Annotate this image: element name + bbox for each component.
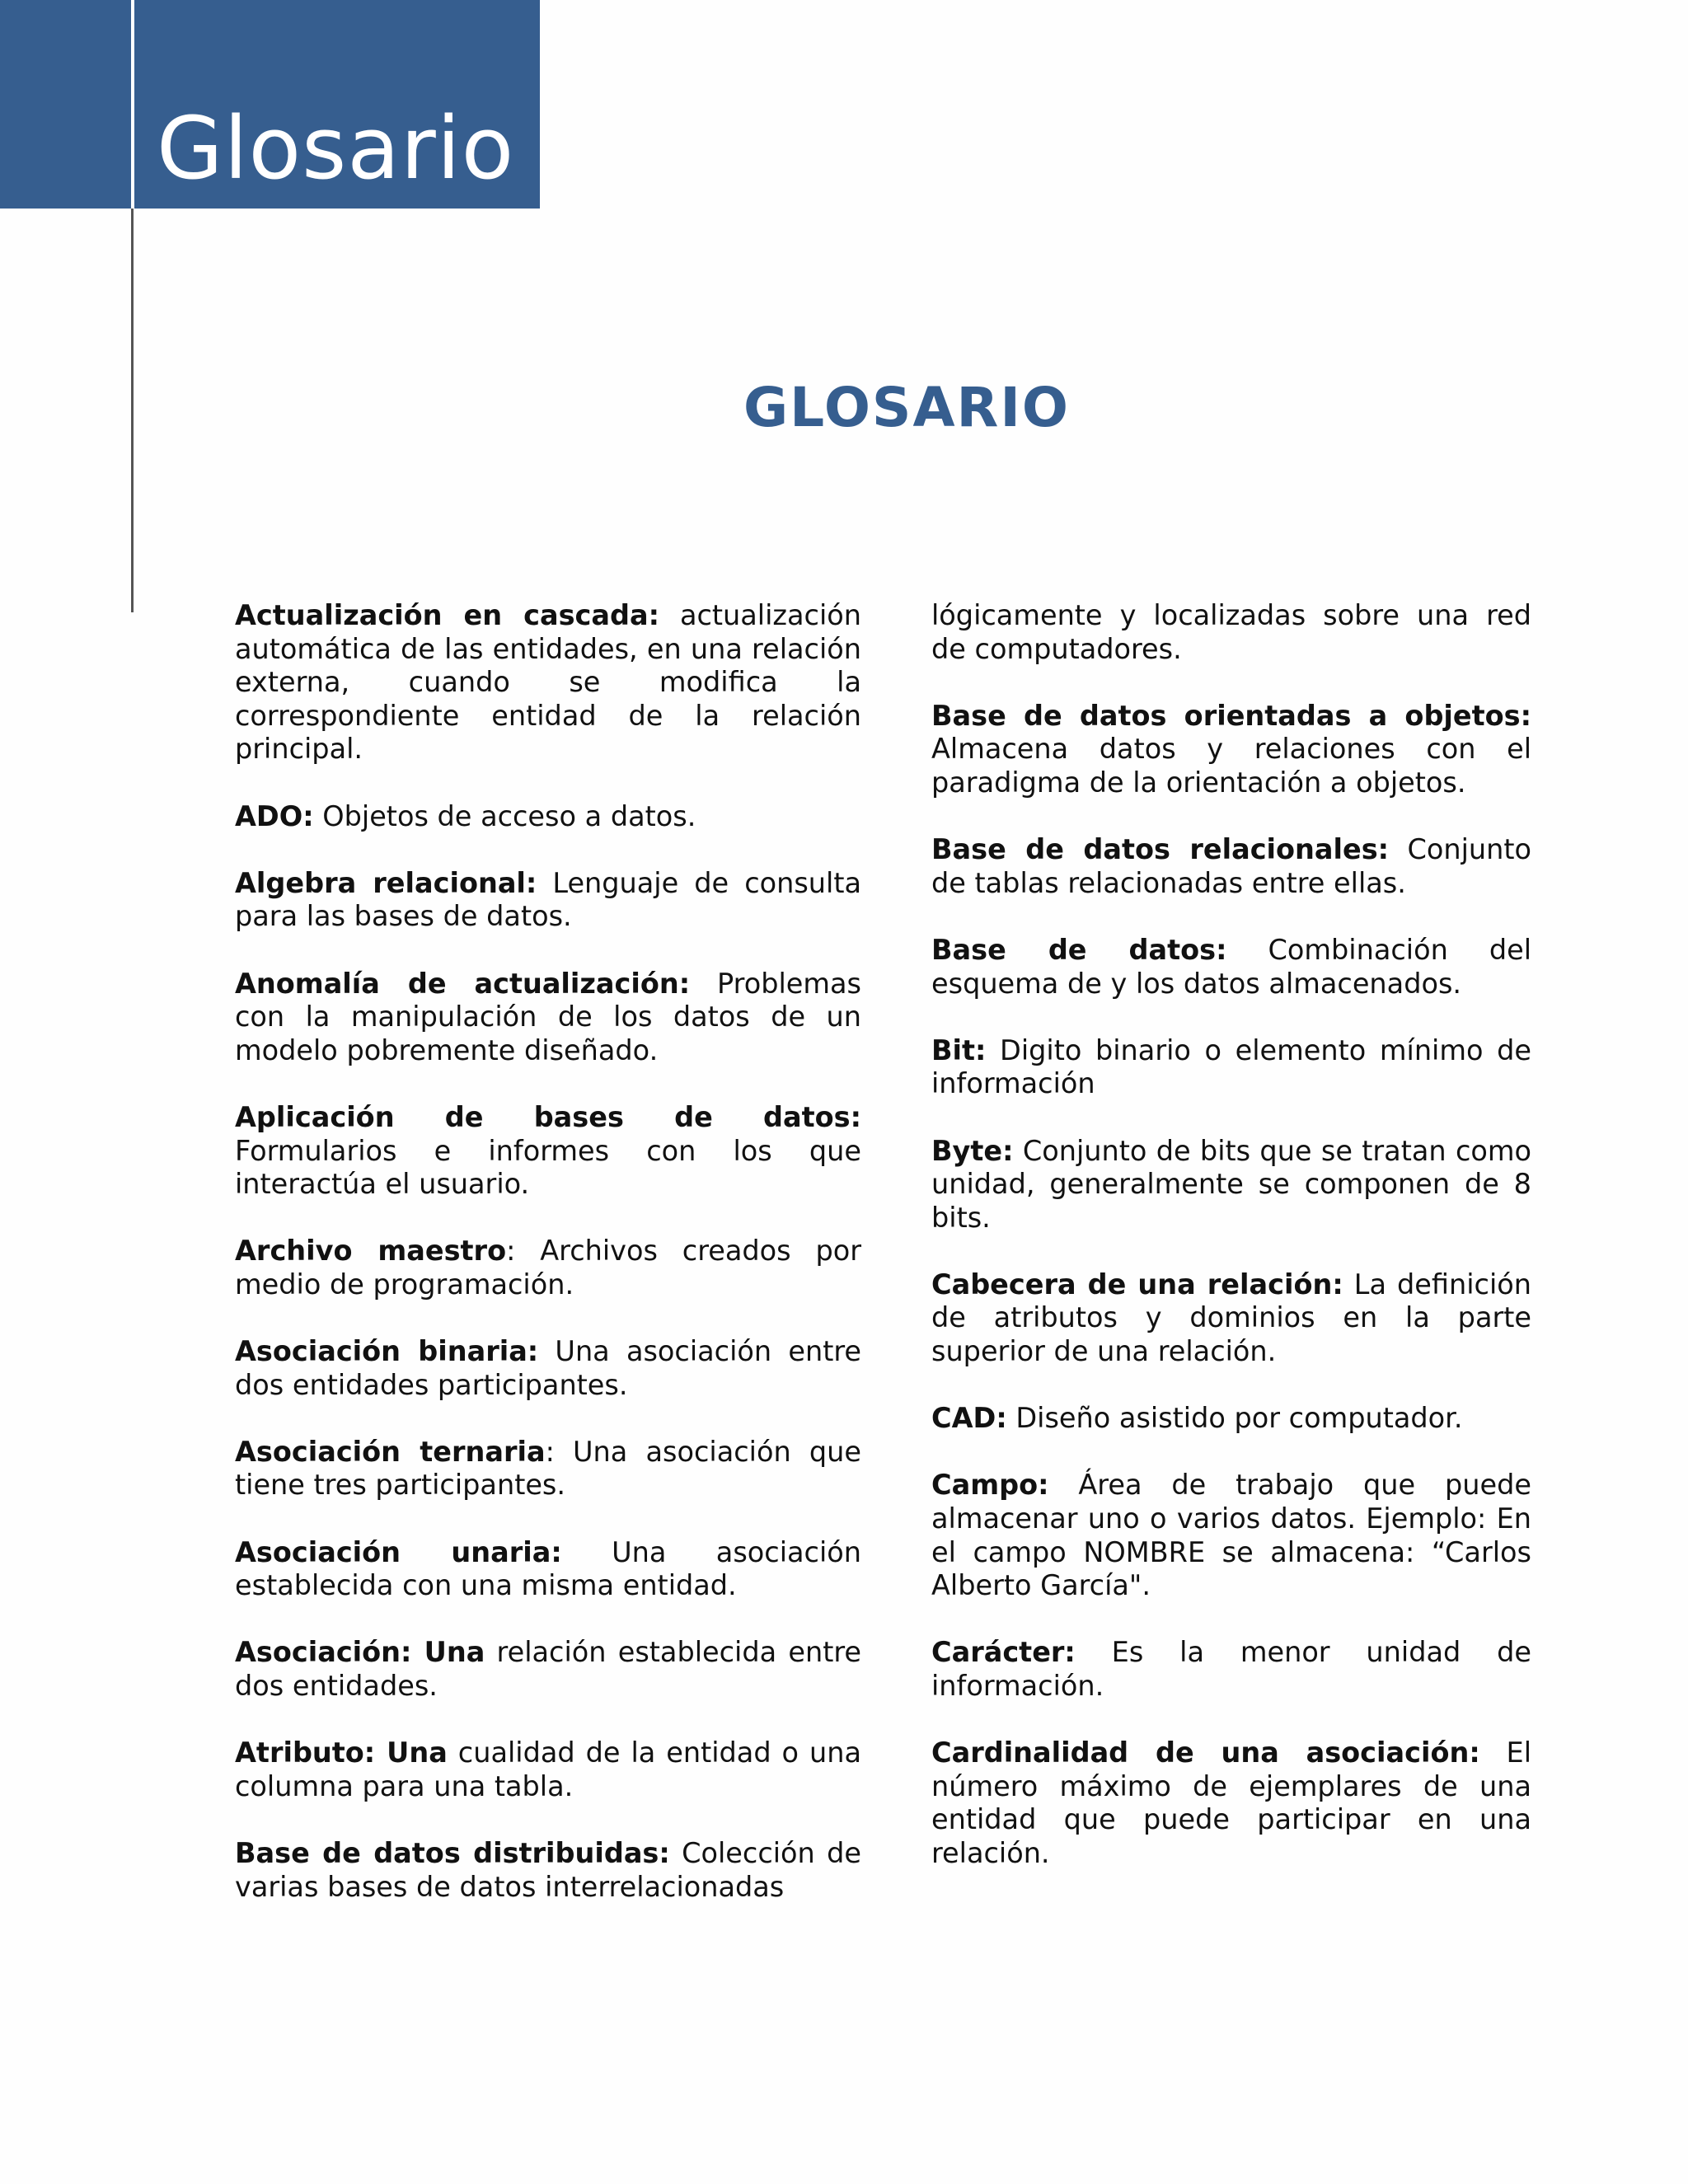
glossary-term: Base de datos orientadas a objetos: xyxy=(931,699,1531,732)
glossary-term: CAD: xyxy=(931,1402,1007,1435)
glossary-definition: : Archivos creados por medio de programación. xyxy=(235,1235,861,1301)
glossary-entry xyxy=(235,1736,861,1803)
glossary-definition: relación establecida entre dos entidades. xyxy=(235,1636,861,1702)
glossary-entry xyxy=(931,599,1531,666)
glossary-term: Actualización en cascada: xyxy=(235,599,659,631)
glossary-term: Cardinalidad de una asociación: xyxy=(931,1736,1480,1769)
glossary-definition: Combinación del esquema de y los datos almacenados. xyxy=(931,933,1531,1000)
glossary-term: Base de datos relacionales: xyxy=(931,833,1390,866)
glossary-entry xyxy=(931,700,1531,800)
glossary-term: Asociación binaria: xyxy=(235,1335,539,1368)
glossary-definition: Formularios e informes con los que interactúa el usuario. xyxy=(235,1134,861,1201)
glossary-term: Aplicación de bases de datos: xyxy=(235,1100,861,1133)
glossary-term: Anomalía de actualización: xyxy=(235,967,691,1000)
glossary-entry xyxy=(235,1536,861,1603)
glossary-entry xyxy=(931,833,1531,900)
page-title: GLOSARIO xyxy=(743,376,1071,439)
glossary-definition: Digito binario o elemento mínimo de información xyxy=(931,1033,1531,1100)
glossary-term: Bit: xyxy=(931,1033,987,1066)
glossary-definition: Una asociación establecida con una misma entidad. xyxy=(235,1535,861,1602)
glossary-entry xyxy=(931,1268,1531,1369)
glossary-definition: Problemas con la manipulación de los datos de un modelo pobremente diseñado. xyxy=(235,967,861,1066)
header-title: Glosario xyxy=(157,98,515,199)
glossary-term: ADO: xyxy=(235,799,314,832)
glossary-definition: Área de trabajo que puede almacenar uno o varios datos. Ejemplo: En el campo NOMBRE se almacena: “Carlos Alberto García". xyxy=(931,1469,1531,1602)
glossary-entry xyxy=(235,1235,861,1301)
glossary-entry xyxy=(931,1034,1531,1101)
glossary-entry xyxy=(931,934,1531,1001)
glossary-term: Campo: xyxy=(931,1469,1049,1502)
glossary-definition: Conjunto de tablas relacionadas entre ellas. xyxy=(931,833,1531,899)
glossary-definition: Diseño asistido por computador. xyxy=(1006,1402,1463,1435)
glossary-entry xyxy=(235,968,861,1068)
glossary-term: Cabecera de una relación: xyxy=(931,1268,1343,1301)
glossary-term: Algebra relacional: xyxy=(235,866,537,899)
glossary-term: Archivo maestro xyxy=(235,1235,507,1268)
glossary-definition: : Una asociación que tiene tres participantes. xyxy=(235,1435,861,1502)
glossary-entry xyxy=(235,800,861,834)
glossary-definition: Colección de varias bases de datos interrelacionadas xyxy=(235,1836,861,1903)
glossary-definition: Conjunto de bits que se tratan como unidad, generalmente se componen de 8 bits. xyxy=(931,1134,1531,1234)
glossary-term: Base de datos: xyxy=(931,933,1227,966)
glossary-entry xyxy=(235,1837,861,1904)
glossary-term: Asociación ternaria xyxy=(235,1435,546,1468)
glossary-left-column xyxy=(235,599,861,1938)
glossary-entry xyxy=(931,1736,1531,1870)
glossary-definition: El número máximo de ejemplares de una entidad que puede participar en una relación. xyxy=(931,1736,1532,1869)
glossary-definition: cualidad de la entidad o una columna para una tabla. xyxy=(235,1736,861,1802)
glossary-entry xyxy=(235,1335,861,1402)
glossary-definition: Una asociación entre dos entidades participantes. xyxy=(235,1335,861,1401)
glossary-definition: La definición de atributos y dominios en la parte superior de una relación. xyxy=(931,1268,1531,1368)
glossary-term: Carácter: xyxy=(931,1636,1076,1669)
glossary-right-column xyxy=(931,599,1531,1904)
glossary-definition: Es la menor unidad de información. xyxy=(931,1636,1531,1702)
glossary-entry xyxy=(235,1436,861,1502)
glossary-term: Atributo: Una xyxy=(235,1736,448,1769)
glossary-definition: actualización automática de las entidades, en una relación externa, cuando se modifica la correspondiente entidad de la relación principal. xyxy=(235,599,861,766)
glossary-entry xyxy=(931,1135,1531,1235)
glossary-term: Asociación unaria: xyxy=(235,1535,562,1568)
header-banner xyxy=(0,0,540,209)
glossary-entry xyxy=(235,599,861,766)
glossary-definition: Almacena datos y relaciones con el paradigma de la orientación a objetos. xyxy=(931,733,1531,799)
glossary-entry xyxy=(235,1636,861,1703)
glossary-term: Base de datos distribuidas: xyxy=(235,1836,670,1869)
glossary-definition: Objetos de acceso a datos. xyxy=(313,799,696,832)
glossary-term: Byte: xyxy=(931,1134,1014,1167)
glossary-entry xyxy=(931,1636,1531,1703)
header-divider-line xyxy=(131,0,134,209)
glossary-entry xyxy=(931,1469,1531,1602)
glossary-definition: Lenguaje de consulta para las bases de datos. xyxy=(235,866,862,933)
glossary-term: Asociación: Una xyxy=(235,1636,485,1669)
glossary-entry xyxy=(931,1402,1531,1436)
glossary-definition: lógicamente y localizadas sobre una red de computadores. xyxy=(931,599,1531,665)
glossary-entry xyxy=(235,867,861,934)
glossary-entry xyxy=(235,1101,861,1202)
